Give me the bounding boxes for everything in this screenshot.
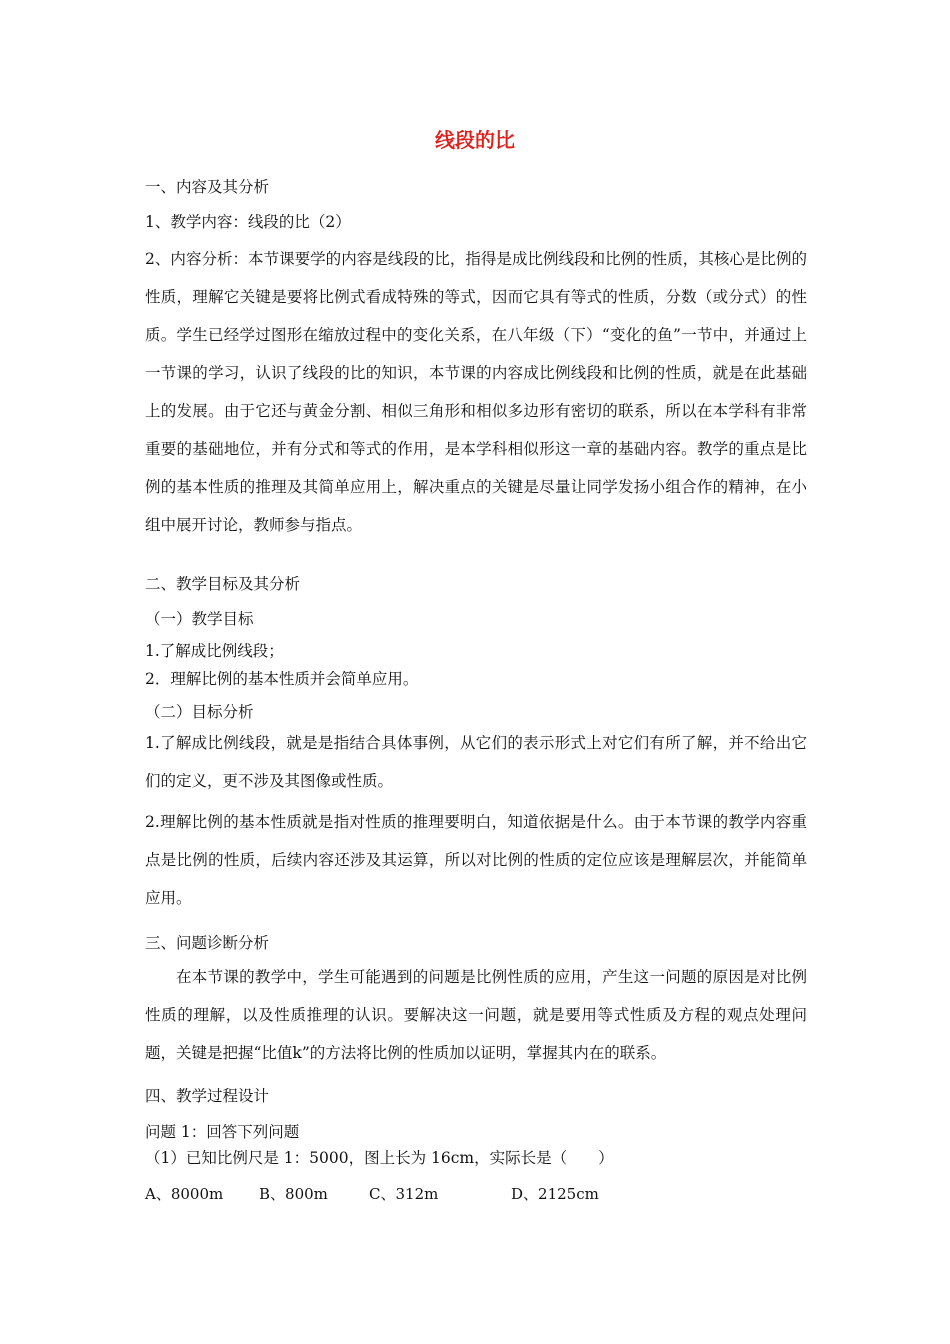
option-d: D、2125cm xyxy=(511,1185,599,1203)
section-heading-problem-diagnosis: 三、问题诊断分析 xyxy=(145,934,270,952)
goal-analysis-paragraph-2: 2.理解比例的基本性质就是指对性质的推理要明白，知道依据是什么。由于本节课的教学内容重点是比例的性质，后续内容还涉及其运算，所以对比例的性质的定位应该是理解层次，并能简单应用。 xyxy=(145,813,807,907)
document-title: 线段的比 xyxy=(435,128,515,152)
section-heading-content-analysis: 一、内容及其分析 xyxy=(145,178,270,196)
question-1: （1）已知比例尺是 1：5000，图上长为 16cm，实际长是（ ） xyxy=(145,1149,614,1167)
goal-item-2: 2．理解比例的基本性质并会简单应用。 xyxy=(145,670,419,688)
option-b: B、800m xyxy=(259,1185,328,1203)
option-a: A、8000m xyxy=(145,1185,224,1203)
section-heading-teaching-goals: 二、教学目标及其分析 xyxy=(145,575,301,593)
teaching-content-line: 1、教学内容：线段的比（2） xyxy=(145,213,351,231)
subheading-goal-analysis: （二）目标分析 xyxy=(145,703,254,721)
goal-analysis-paragraph-1: 1.了解成比例线段，就是是指结合具体事例，从它们的表示形式上对它们有所了解，并不给出它们的定义，更不涉及其图像或性质。 xyxy=(145,734,807,790)
section-heading-process-design: 四、教学过程设计 xyxy=(145,1087,270,1105)
option-c: C、312m xyxy=(369,1185,439,1203)
goal-item-1: 1.了解成比例线段； xyxy=(145,642,284,660)
content-analysis-paragraph: 2、内容分析：本节课要学的内容是线段的比，指得是成比例线段和比例的性质，其核心是比例的性质，理解它关键是要将比例式看成特殊的等式，因而它具有等式的性质，分数（或分式）的性质。学生已经学过图形在缩放过程中的变化关系，在八年级（下）“变化的鱼”一节中，并通过上一节课的学习，认识了线段的比的知识，本节课的内容成比例线段和比例的性质，就是在此基础上的发展。由于它还与黄金分割、相似三角形和相似多边形有密切的联系，所以在本学科有非常重要的基础地位，并有分式和等式的作用，是本学科相似形这一章的基础内容。教学的重点是比例的基本性质的推理及其简单应用上，解决重点的关键是尽量让同学发扬小组合作的精神，在小组中展开讨论，教师参与指点。 xyxy=(145,250,807,534)
problem-title: 问题 1：回答下列问题 xyxy=(145,1123,300,1141)
problem-diagnosis-paragraph: 在本节课的教学中，学生可能遇到的问题是比例性质的应用，产生这一问题的原因是对比例性质的理解，以及性质推理的认识。要解决这一问题，就是要用等式性质及方程的观点处理问题，关键是把握“比值k”的方法将比例的性质加以证明，掌握其内在的联系。 xyxy=(145,968,807,1062)
subheading-teaching-goals: （一）教学目标 xyxy=(145,610,254,628)
